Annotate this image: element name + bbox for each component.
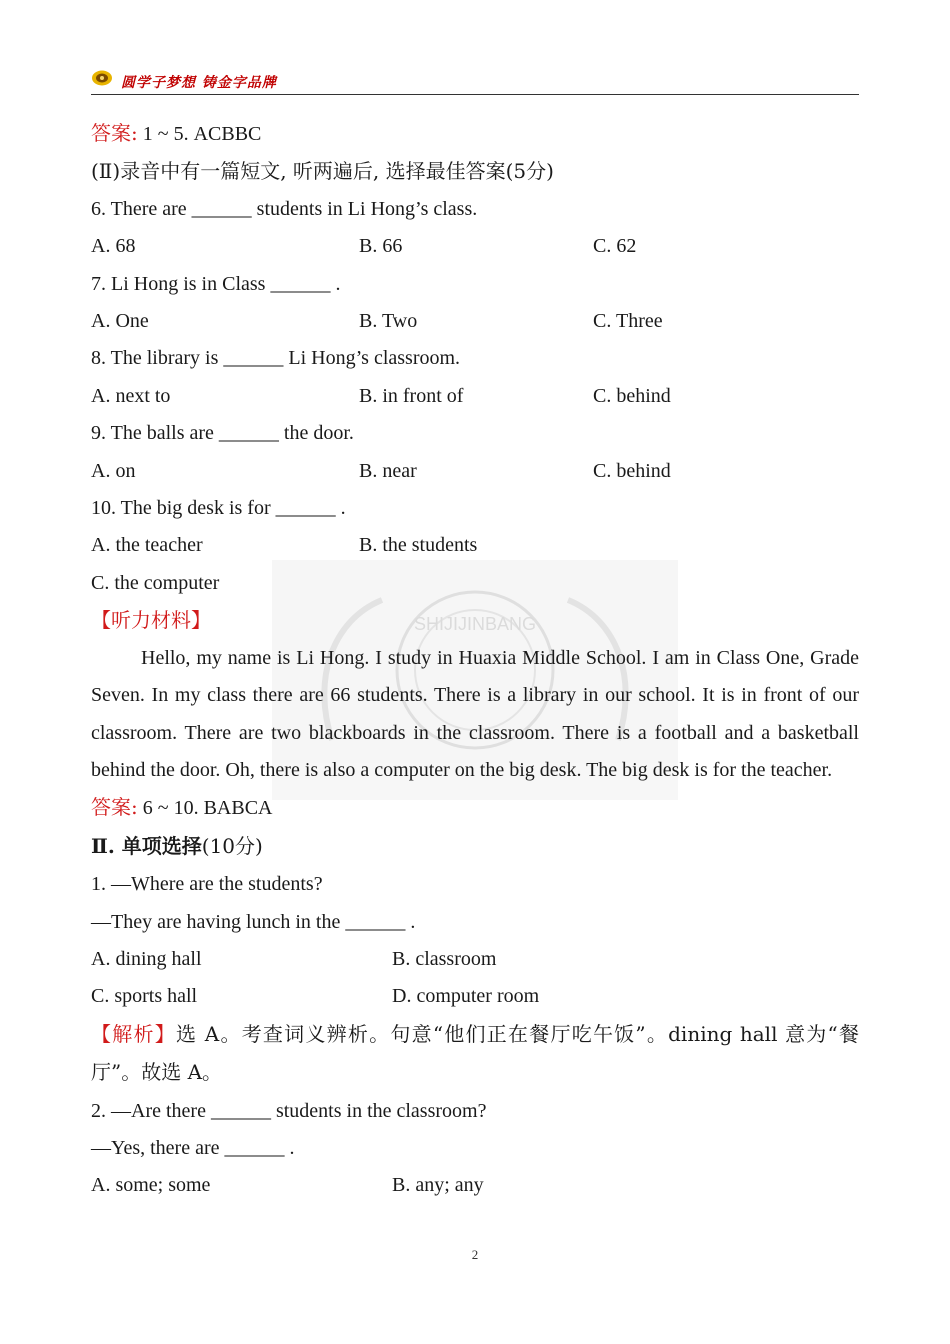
- page-number: 2: [471, 1247, 479, 1262]
- part-score: (10分): [201, 833, 263, 858]
- question-9: 9. The balls are ______ the door.: [91, 422, 354, 445]
- option-a: A. One: [91, 310, 149, 333]
- question-7: 7. Li Hong is in Class ______ .: [91, 272, 341, 295]
- option-d: D. computer room: [392, 985, 540, 1008]
- single-choice-2-options-ab: [91, 1167, 859, 1204]
- option-b: B. in front of: [359, 384, 464, 407]
- explanation-text: 选 A。考查词义辨析。句意“他们正在餐厅吃午饭”。dining hall 意为“餐厅”。故选 A。: [91, 1021, 860, 1085]
- option-a: A. next to: [91, 384, 171, 407]
- explanation-label: 【解析】: [91, 1021, 176, 1046]
- answer-line-2: [91, 789, 859, 827]
- listening-material-label: 【听力材料】: [91, 608, 211, 633]
- page-header: [91, 66, 859, 95]
- part-2-heading: [91, 828, 859, 866]
- option-b: B. Two: [359, 310, 418, 333]
- answer-label: 答案:: [91, 795, 138, 820]
- question-7-options: [91, 303, 859, 340]
- answer-value: 1 ~ 5. ACBBC: [137, 123, 262, 145]
- option-c: C. Three: [593, 310, 663, 333]
- question-8-options: [91, 378, 859, 415]
- option-a: A. dining hall: [91, 947, 202, 970]
- option-a: A. the teacher: [91, 534, 203, 557]
- single-choice-2-response: —Yes, there are ______ .: [91, 1136, 295, 1159]
- option-a: A. some; some: [91, 1174, 211, 1197]
- question-6-options: [91, 228, 859, 265]
- option-a: A. 68: [91, 235, 136, 258]
- single-choice-1-explanation: [91, 1016, 859, 1093]
- single-choice-1-question: 1. —Where are the students?: [91, 873, 323, 896]
- watermark-text: SHIJIJINBANG: [413, 614, 537, 634]
- option-c: C. behind: [593, 459, 671, 482]
- option-c: C. 62: [593, 235, 637, 258]
- option-a: A. on: [91, 459, 136, 482]
- answer-line: [91, 115, 859, 153]
- document-body: [91, 115, 859, 1205]
- single-choice-1-response: —They are having lunch in the ______ .: [91, 910, 416, 933]
- option-b: B. the students: [359, 534, 478, 557]
- single-choice-1-options-ab: [91, 941, 859, 978]
- option-b: B. 66: [359, 235, 403, 258]
- question-6: 6. There are ______ students in Li Hong’s class.: [91, 197, 478, 220]
- question-8: 8. The library is ______ Li Hong’s classroom.: [91, 347, 461, 370]
- listening-material-text: Hello, my name is Li Hong. I study in Huaxia Middle School. I am in Class One, Grade Seven. In my class there are 66 students. There is a library in our school. It is in front of our classroom. There are two blackboards in the classroom. There is a football and a basketball behind the door. Oh, there is also a computer on the big desk. The big desk is for the teacher.: [91, 646, 859, 781]
- answer-value: 6 ~ 10. BABCA: [137, 797, 273, 820]
- part-title: Ⅱ. 单项选择: [91, 833, 202, 858]
- brand-logo-icon: [91, 69, 113, 87]
- brand-slogan: 圆学子梦想 铸金字品牌: [121, 75, 277, 91]
- option-c: C. sports hall: [91, 985, 198, 1008]
- question-10-options: [91, 527, 859, 564]
- single-choice-2-question: 2. —Are there ______ students in the classroom?: [91, 1099, 487, 1122]
- option-c: C. behind: [593, 384, 671, 407]
- single-choice-1-options-cd: [91, 978, 859, 1015]
- option-b: B. any; any: [392, 1174, 484, 1197]
- option-b: B. classroom: [392, 947, 497, 970]
- section-instruction: (Ⅱ)录音中有一篇短文, 听两遍后, 选择最佳答案(5分): [91, 159, 554, 184]
- question-10: 10. The big desk is for ______ .: [91, 497, 346, 520]
- option-b: B. near: [359, 459, 417, 482]
- answer-label: 答案:: [91, 121, 138, 145]
- question-9-options: [91, 453, 859, 490]
- question-10-option-c: C. the computer: [91, 571, 220, 594]
